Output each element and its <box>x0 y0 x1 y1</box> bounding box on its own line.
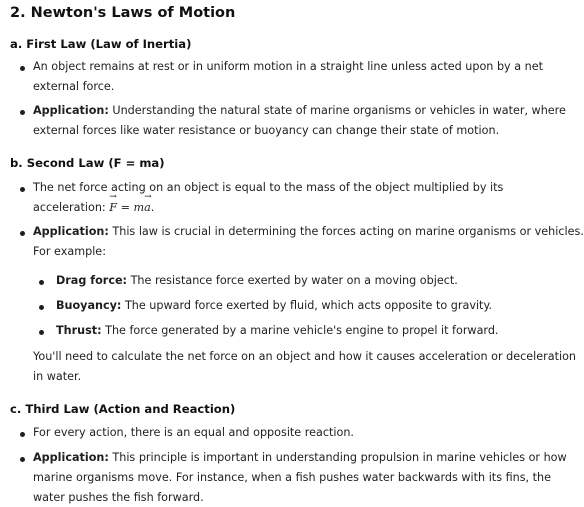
text-line: This principle is important in understanding propulsion in marine vehicles or how <box>108 451 567 464</box>
text-line: For example: <box>33 245 106 259</box>
third-law-bullet-1: For every action, there is an equal and opposite reaction. <box>33 426 354 439</box>
first-law-bullet-1 <box>33 59 543 94</box>
first-law-application <box>33 103 566 138</box>
sub-item-text: The resistance force exerted by water on a moving object. <box>127 274 458 287</box>
text-line: in water. <box>33 370 82 384</box>
bullet-icon <box>20 187 25 192</box>
application-label: Application: <box>33 225 109 238</box>
text-line: external forces like water resistance or buoyancy can change their state of motion. <box>33 124 500 138</box>
second-law-note <box>33 349 576 384</box>
bullet-icon <box>20 110 25 115</box>
sub-item-label: Buoyancy: <box>56 299 122 312</box>
sub-item-thrust <box>56 323 498 338</box>
force-vector: → F <box>109 200 117 215</box>
text-line: The net force acting on an object is equal to the mass of the object multiplied by its <box>33 181 504 194</box>
sub-bullet-icon <box>39 305 44 310</box>
application-label: Application: <box>33 104 109 117</box>
text-line: You'll need to calculate the net force on an object and how it causes acceleration or deceleration <box>33 350 577 363</box>
text-line: acceleration: <box>33 201 110 215</box>
sub-item-drag <box>56 273 458 288</box>
third-law-application <box>33 450 567 505</box>
sub-bullet-icon <box>39 280 44 285</box>
text-line: An object remains at rest or in uniform motion in a straight line unless acted upon by a net <box>33 60 544 73</box>
section-title: 2. Newton's Laws of Motion <box>10 5 236 21</box>
third-law-heading: c. Third Law (Action and Reaction) <box>10 402 236 416</box>
formula <box>109 201 151 214</box>
bullet-icon <box>20 66 25 71</box>
bullet-icon <box>20 432 25 437</box>
formula-end: . <box>150 201 155 215</box>
application-label: Application: <box>33 451 109 464</box>
mass-symbol: m <box>133 201 145 215</box>
acceleration-vector: → a <box>144 200 151 215</box>
second-law-heading: b. Second Law (F = ma) <box>10 156 165 170</box>
second-law-application <box>33 224 584 259</box>
text-line: Understanding the natural state of marine organisms or vehicles in water, where <box>108 104 566 117</box>
second-law-bullet-1 <box>33 180 503 215</box>
text-line: marine organisms move. For instance, when a fish pushes water backwards with its fins, the <box>33 471 552 485</box>
sub-item-text: The upward force exerted by fluid, which acts opposite to gravity. <box>121 299 493 312</box>
sub-item-buoyancy <box>56 298 492 313</box>
formula-equals: = <box>117 201 134 215</box>
sub-item-label: Thrust: <box>56 324 102 337</box>
text-line: This law is crucial in determining the forces acting on marine organisms or vehicles. <box>108 225 584 238</box>
sub-bullet-icon <box>39 330 44 335</box>
bullet-icon <box>20 457 25 462</box>
sub-item-text: The force generated by a marine vehicle's engine to propel it forward. <box>101 324 499 337</box>
bullet-icon <box>20 231 25 236</box>
first-law-heading: a. First Law (Law of Inertia) <box>10 37 192 51</box>
text-line: external force. <box>33 80 115 94</box>
text-line: water pushes the fish forward. <box>33 491 204 505</box>
sub-item-label: Drag force: <box>56 274 128 287</box>
